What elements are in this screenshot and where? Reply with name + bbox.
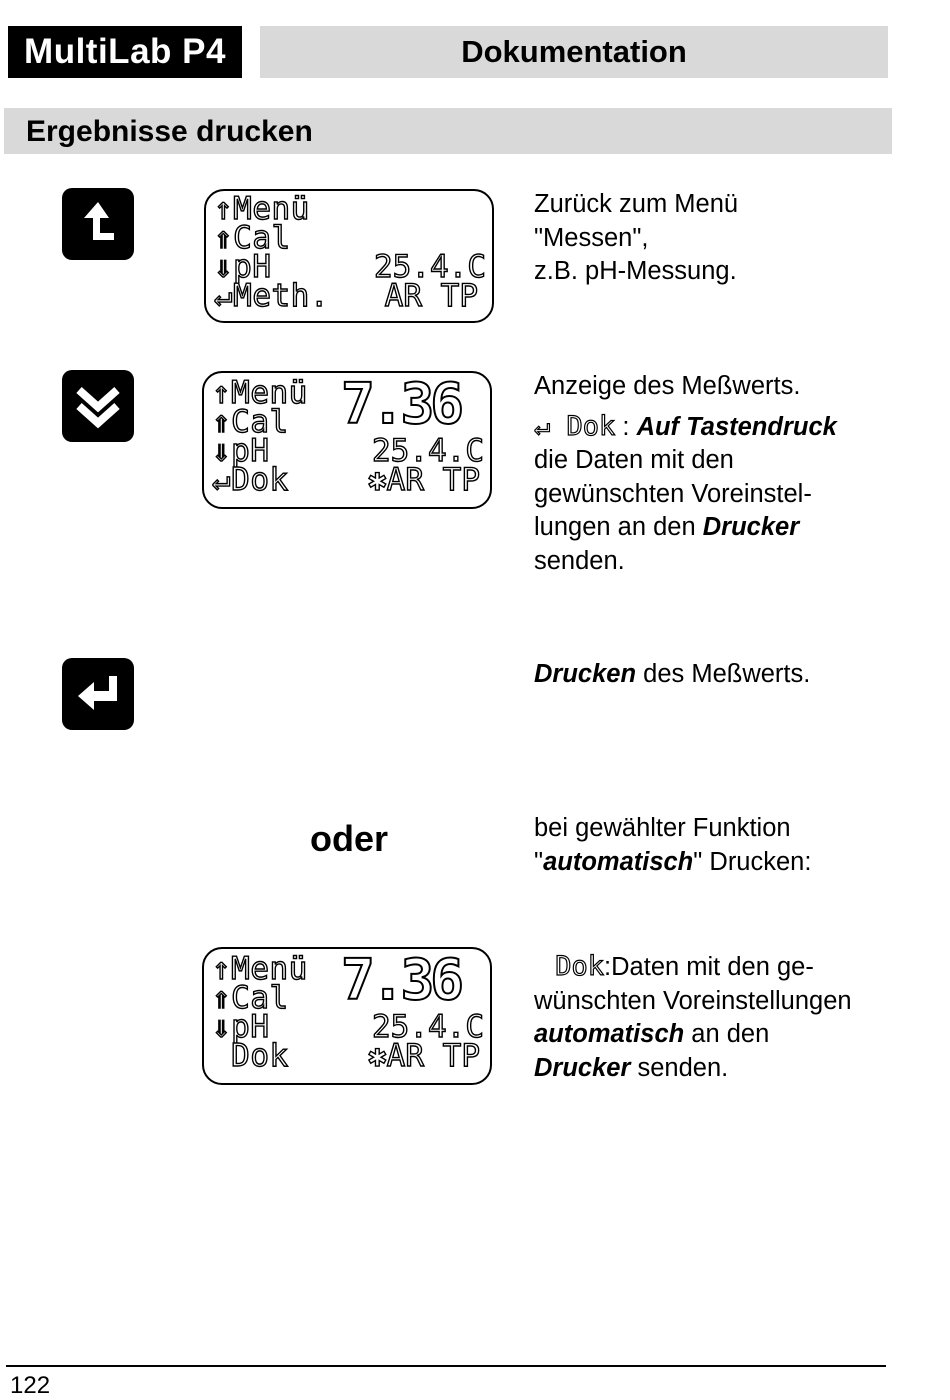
desc-dok-line — [534, 410, 894, 445]
desc-line: senden. — [534, 546, 625, 575]
lcd-display-auto — [202, 947, 492, 1085]
step-1-description — [534, 188, 894, 289]
desc-text: des Meßwerts. — [636, 660, 811, 688]
desc-text: senden. — [630, 1053, 729, 1082]
desc-line — [534, 950, 914, 985]
lcd-display-menu — [204, 189, 494, 323]
double-chevron-down-icon — [62, 370, 134, 442]
lcd-status: AR TP — [384, 278, 478, 314]
lcd-line-dok: Dok — [212, 1038, 289, 1074]
step-3-description — [534, 658, 894, 692]
automatisch-emphasis: automatisch — [534, 1020, 685, 1048]
desc-line — [534, 658, 894, 692]
desc-text: an den — [684, 1020, 770, 1048]
desc-line: Zurück zum Menü — [534, 190, 739, 218]
oder-label: oder — [310, 818, 389, 859]
quote-close: " Drucken: — [693, 847, 812, 876]
enter-key[interactable] — [62, 658, 134, 730]
page-title: Ergebnisse drucken — [26, 115, 313, 148]
lcd-ph-value: 7.36 — [341, 948, 460, 1013]
lcd-line-ph: ⇓pH — [214, 249, 272, 285]
page-number: 122 — [10, 1372, 51, 1399]
desc-title: Anzeige des Meßwerts. — [534, 372, 801, 400]
desc-line — [534, 511, 894, 545]
enter-return-icon — [62, 658, 134, 730]
desc-line — [534, 846, 894, 880]
footer-divider — [6, 1365, 886, 1367]
lcd-status: ✱AR TP — [368, 1038, 480, 1074]
drucker-emphasis: Drucker — [702, 513, 800, 541]
desc-line: bei gewählter Funktion — [534, 814, 791, 842]
lcd-temperature: 25.4.C — [372, 1009, 484, 1045]
lcd-line-cal: ⇑Cal — [212, 404, 289, 440]
lcd-line-dok: ↵Dok — [212, 462, 289, 498]
lcd-line-cal: ⇑Cal — [212, 980, 289, 1016]
up-return-arrow-icon — [62, 188, 134, 260]
auto-description — [534, 950, 914, 1085]
dok-symbol: Dok — [555, 951, 605, 982]
quote-open: " — [534, 847, 544, 876]
desc-text: lungen an den — [534, 513, 703, 541]
desc-line: gewünschten Voreinstel- — [534, 479, 812, 508]
lcd-temperature: 25.4.C — [374, 249, 486, 285]
dok-emphasis: Auf Tastendruck — [636, 412, 837, 441]
drucker-emphasis: Drucker — [534, 1053, 631, 1082]
lcd-line-menu: ↑Menü — [212, 375, 308, 411]
desc-line: wünschten Voreinstellungen — [534, 986, 852, 1015]
auto-intro — [534, 812, 894, 879]
lcd-line-meth: ↵Meth. — [214, 278, 329, 314]
lcd-display-measurement — [202, 371, 492, 509]
desc-line: z.B. pH-Messung. — [534, 257, 737, 285]
drucken-emphasis: Drucken — [534, 660, 637, 688]
automatisch-emphasis: automatisch — [543, 847, 694, 876]
lcd-line-menu: ↑Menü — [212, 951, 308, 987]
lcd-ph-value: 7.36 — [341, 372, 460, 437]
lcd-status: ✱AR TP — [368, 462, 480, 498]
lcd-temperature: 25.4.C — [372, 433, 484, 469]
lcd-line-menu: ↑Menü — [214, 191, 310, 227]
lcd-line-ph: ⇓pH — [212, 1009, 270, 1045]
step-2-description — [534, 370, 894, 578]
product-title: MultiLab P4 — [8, 26, 242, 78]
section-header: Dokumentation — [260, 26, 888, 78]
desc-line — [534, 1018, 914, 1052]
up-return-key[interactable] — [62, 188, 134, 260]
lcd-line-cal: ⇑Cal — [214, 220, 291, 256]
dok-symbol: ↵ Dok — [534, 410, 616, 442]
lcd-line-ph: ⇓pH — [212, 433, 270, 469]
desc-line: die Daten mit den — [534, 446, 734, 474]
page-title-bar — [4, 108, 892, 154]
desc-text: :Daten mit den ge- — [604, 953, 814, 981]
desc-line: "Messen", — [534, 223, 649, 252]
desc-line — [534, 1052, 914, 1086]
down-key[interactable] — [62, 370, 134, 442]
dok-colon: : — [622, 412, 630, 441]
